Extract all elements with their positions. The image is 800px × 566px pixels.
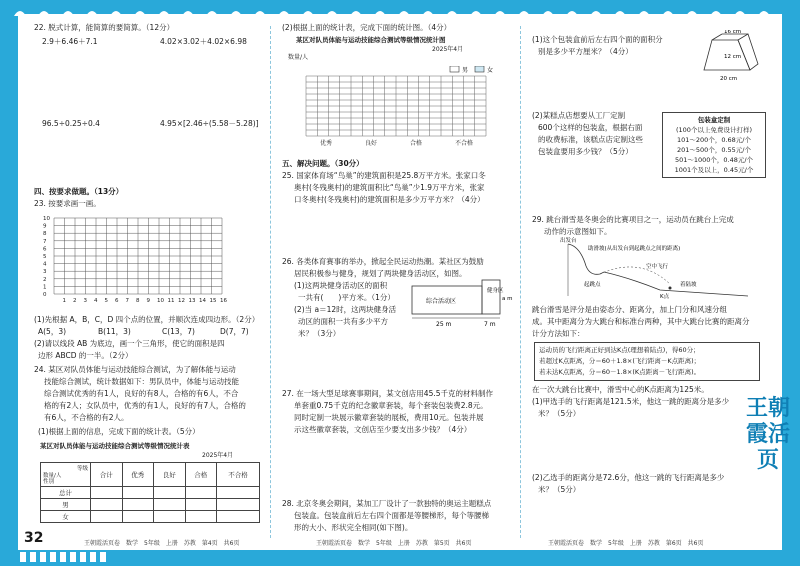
q27-line1: 27. 在一场大型足球赛事期间，某文创店用45.5千克的材料制作	[282, 389, 494, 398]
q26-line1: 26. 各类体育赛事的举办，掀起全民运动热潮。某社区为鼓励	[282, 257, 484, 266]
q25-line1: 25. 国家体育场“鸟巢”的建筑面积是25.8万平方米。张家口冬	[282, 171, 486, 180]
flight-label: 空中飞行	[646, 264, 669, 270]
answer-cell[interactable]	[154, 511, 186, 523]
grid-y-tick: 8	[43, 231, 47, 238]
grid-x-tick: 1	[62, 298, 66, 304]
trapezoid-box-figure	[700, 30, 760, 86]
q23-title: 23. 按要求画一画。	[34, 199, 101, 208]
grid-x-tick: 2	[73, 298, 77, 304]
answer-cell[interactable]	[185, 487, 217, 499]
point-c: C(13，7)	[162, 327, 195, 336]
grid-x-tick: 5	[104, 298, 108, 304]
q27-line2: 单套重0.75千克的纪念徽章套装，每个套装包装费2.8元。	[294, 401, 488, 410]
q27-line3: 同时定制一块展示徽章套装的展板，费用10元。包装并展	[294, 413, 484, 422]
bottom-width-label: 20 cm	[720, 76, 738, 82]
grid-y-tick: 3	[43, 269, 47, 276]
table-date: 2025年4月	[202, 452, 234, 459]
q28-part2-line3: 的收费标准，该糕点店定制这些	[538, 135, 643, 144]
q24-line4: 格的有2人；女队员中，优秀的有1人，良好的有7人，合格的	[44, 401, 246, 410]
pricing-line: 501～1000个，0.48元/个	[674, 156, 754, 164]
q22-expr-2: 4.02×3.02＋4.02×6.98	[160, 37, 247, 46]
method-line: 运动员的飞行距离正好到达K点(理想着陆点)，得60分；	[539, 346, 700, 354]
chart-ylabel: 数量/人	[288, 54, 309, 61]
q24-line1: 24. 某区对队员体能与运动技能综合测试，为了解体能与运动	[34, 365, 236, 374]
table-corner: 等级 数量/人 性别	[41, 463, 91, 487]
inrun-label: 助滑坡(从出发台到起跳点之间的距离)	[588, 246, 681, 252]
q22-expr-4: 4.95×[2.46÷(5.58－5.28)]	[160, 119, 259, 128]
q24-line2: 技能综合测试，统计数据如下：男队员中，体能与运动技能	[44, 377, 239, 386]
q29-rule-line1: 跳台滑雪是评分是由姿态分、距离分，加上门分和风速分组	[532, 305, 727, 314]
legend-female-label: 女	[487, 67, 494, 74]
width-25-label: 25 m	[436, 321, 452, 328]
height-label: a m	[502, 296, 513, 302]
q29-part2-line2: 米？（5分）	[538, 485, 581, 494]
stats-table	[40, 462, 260, 523]
q29-part1-line2: 米？（5分）	[538, 409, 581, 418]
table-header: 优秀	[122, 463, 154, 487]
grid-x-tick: 13	[188, 298, 196, 304]
grid-y-tick: 9	[43, 223, 47, 230]
answer-cell[interactable]	[154, 499, 186, 511]
answer-cell[interactable]	[91, 499, 123, 511]
q28-line3: 形的大小、形状完全相同(如下图)。	[294, 523, 413, 532]
answer-cell[interactable]	[122, 499, 154, 511]
grid-x-tick: 3	[83, 298, 87, 304]
chart-category-label: 优秀	[320, 140, 333, 147]
answer-cell[interactable]	[217, 487, 260, 499]
table-header: 不合格	[217, 463, 260, 487]
fitness-area-label: 健身区	[487, 288, 504, 294]
q24-line5: 有6人，不合格的有2人。	[44, 413, 129, 422]
pricing-box	[662, 112, 766, 178]
answer-cell[interactable]	[217, 499, 260, 511]
q28-part1-line1: (1)这个包装盒前后左右四个面的面积分	[532, 35, 663, 44]
grid-x-tick: 7	[125, 298, 129, 304]
q24-part1: (1)根据上面的信息，完成下面的统计表。（5分）	[38, 427, 200, 436]
q25-line2: 奥村(冬残奥村)的建筑面积比“鸟巢”少1.9万平方米，张家	[294, 183, 485, 192]
grid-x-tick: 8	[136, 298, 140, 304]
height-label: 12 cm	[724, 54, 742, 60]
table-row-label: 女	[41, 511, 91, 523]
grid-x-tick: 12	[178, 298, 185, 304]
chart-category-label: 良好	[365, 140, 378, 147]
grid-x-tick: 14	[199, 298, 206, 304]
q26-part1-a: (1)这两块健身活动区的面积	[294, 281, 388, 290]
section-5-title: 五、解决问题。（30分）	[282, 159, 364, 168]
chart-category-label: 合格	[410, 140, 423, 147]
answer-cell[interactable]	[185, 511, 217, 523]
q26-part2-b: 动区的面积一共有多少平方	[298, 317, 388, 326]
grid-y-tick: 10	[43, 216, 50, 222]
fitness-area-rect	[482, 280, 500, 314]
q29-part1-line1: (1)甲选手的飞行距离是121.5米，他这一跳的距离分是多少	[532, 397, 730, 406]
q28-part2-line2: 600个这样的包装盒，根据右面	[538, 123, 643, 132]
legend-female-swatch	[475, 66, 484, 72]
table-row-label: 总计	[41, 487, 91, 499]
width-7-label: 7 m	[484, 321, 496, 328]
q29-rule-line2: 成。其中距离分为大跳台和标准台两种，其中大跳台比赛的距离分	[532, 317, 750, 326]
grid-x-tick: 4	[94, 298, 98, 304]
grid-x-tick: 15	[209, 298, 217, 304]
table-header: 合计	[91, 463, 123, 487]
pricing-line: 1001个及以上，0.45元/个	[674, 166, 754, 174]
page-number: 32	[24, 530, 44, 546]
point-d: D(7，7)	[220, 327, 249, 336]
q29-context: 在一次大跳台比赛中，滑雪中心的K点距离为125米。	[532, 385, 709, 394]
answer-cell[interactable]	[91, 487, 123, 499]
q23-part2-line1: (2)请以线段 AB 为底边，画一个三角形，使它的面积是四	[34, 339, 225, 348]
q26-part2-c: 米？（3分）	[298, 329, 341, 338]
grid-y-tick: 2	[43, 276, 47, 283]
q29-line2: 动作的示意图如下。	[544, 227, 612, 236]
pricing-line: 101～200个，0.68元/个	[677, 136, 751, 144]
activity-area-label: 综合活动区	[426, 298, 457, 305]
start-label: 出发台	[560, 238, 577, 244]
legend-male-label: 男	[462, 67, 469, 74]
top-width-label: 16 cm	[724, 30, 742, 35]
q28-line1: 28. 北京冬奥会期间，某加工厂设计了一款独特的奥运主题糕点	[282, 499, 492, 508]
grid-y-tick: 7	[43, 238, 47, 245]
q28-line2: 包装盒。包装盒前后左右四个面都是等腰梯形，每个等腰梯	[294, 511, 489, 520]
footer-page-4: 王朝霞活页卷 数学 5年级 上册 苏教 第4页 共6页	[84, 540, 240, 547]
coordinate-grid	[40, 210, 240, 310]
grid-y-tick: 5	[43, 254, 47, 260]
grid-x-tick: 10	[157, 298, 164, 304]
fitness-area-figure	[410, 278, 520, 342]
takeoff-label: 起跳点	[584, 282, 601, 288]
column-divider	[270, 26, 271, 538]
q28-part1-line2: 别是多少平方厘米？（4分）	[538, 47, 633, 56]
q26-part2-a: (2)当 a＝12时，这两块健身活	[294, 305, 397, 314]
answer-cell[interactable]	[185, 499, 217, 511]
section-4-title: 四、按要求做题。（13分）	[34, 187, 124, 196]
q29-part2-line1: (2)乙选手的距离分是72.6分，他这一跳的飞行距离是多少	[532, 473, 725, 482]
column-divider	[520, 26, 521, 538]
ski-jump-figure	[560, 236, 750, 300]
chart-date: 2025年4月	[432, 46, 464, 53]
pricing-title: 包装盒定制	[697, 116, 731, 124]
bottom-stripe	[20, 552, 110, 562]
q26-line2: 居民积极参与健身，规划了两块健身活动区，如图。	[294, 269, 467, 278]
grid-y-tick: 6	[43, 246, 47, 253]
table-header: 良好	[154, 463, 186, 487]
point-b: B(11，3)	[98, 327, 131, 336]
q28-part2-line4: 包装盒要用多少钱？（5分）	[538, 147, 633, 156]
grid-y-tick: 4	[43, 261, 47, 268]
k-point-label: K点	[660, 294, 670, 300]
answer-cell[interactable]	[122, 487, 154, 499]
footer-page-5: 王朝霞活页卷 数学 5年级 上册 苏教 第5页 共6页	[316, 540, 472, 547]
pricing-line: (100个以上免费设计打样)	[676, 126, 752, 134]
q23-part1: (1)先根据 A，B，C，D 四个点的位置，并顺次连成四边形。（2分）	[34, 315, 260, 324]
q29-line1: 29. 跳台滑雪是冬奥会的比赛项目之一，运动员在跳台上完成	[532, 215, 734, 224]
q22-expr-3: 96.5÷0.25÷0.4	[42, 119, 100, 128]
q22-title: 22. 脱式计算，能简算的要简算。（12分）	[34, 23, 175, 32]
q23-part2-line2: 边形 ABCD 的一半。（2分）	[38, 351, 133, 360]
footer-page-6: 王朝霞活页卷 数学 5年级 上册 苏教 第6页 共6页	[548, 540, 704, 547]
grid-y-tick: 0	[43, 292, 47, 298]
answer-cell[interactable]	[122, 511, 154, 523]
blank-bar-chart[interactable]	[300, 66, 500, 150]
grid-x-tick: 9	[146, 298, 150, 304]
answer-cell[interactable]	[154, 487, 186, 499]
q22-expr-1: 2.9＋6.46＋7.1	[42, 37, 98, 46]
q29-rule-line3: 计分方法如下：	[532, 329, 585, 338]
table-header: 合格	[185, 463, 217, 487]
answer-cell[interactable]	[217, 511, 260, 523]
q28-part2-line1: (2)某糕点店想要从工厂定制	[532, 111, 626, 120]
answer-cell[interactable]	[91, 511, 123, 523]
q24-line3: 综合测试优秀的有1人，良好的有8人，合格的有6人，不合	[44, 389, 239, 398]
legend-male-swatch	[450, 66, 459, 72]
method-line: 若未达K点距离，分＝60－1.8×(K点距离－飞行距离)。	[539, 368, 701, 376]
grid-x-tick: 16	[220, 298, 227, 304]
grid-x-tick: 6	[115, 298, 119, 304]
chart-title: 某区对队员体能与运动技能综合测试等级情况统计图	[296, 36, 446, 44]
brand-logo: 王朝霞活页	[745, 395, 790, 473]
table-row-label: 男	[41, 499, 91, 511]
chart-category-label: 不合格	[455, 140, 474, 147]
scoring-method-box	[534, 342, 760, 381]
q26-part1-b: 一共有( )平方米。（1分）	[298, 293, 395, 302]
q24-part2: (2)根据上面的统计表，完成下面的统计图。（4分）	[282, 23, 452, 32]
landing-label: 着陆坡	[680, 282, 697, 288]
point-a: A(5，3)	[38, 327, 67, 336]
q27-line4: 示这些徽章套装，文创店至少要支出多少钱？（4分）	[294, 425, 472, 434]
q25-line3: 口冬奥村(冬残奥村)的建筑面积是多少万平方米？（4分）	[294, 195, 485, 204]
pricing-line: 201～500个，0.55元/个	[677, 146, 751, 154]
method-line: 若超过K点距离，分＝60＋1.8×(飞行距离－K点距离)；	[539, 357, 701, 365]
grid-y-tick: 1	[43, 284, 47, 291]
table-title: 某区对队员体能与运动技能综合测试等级情况统计表	[40, 442, 190, 450]
grid-x-tick: 11	[167, 298, 175, 304]
